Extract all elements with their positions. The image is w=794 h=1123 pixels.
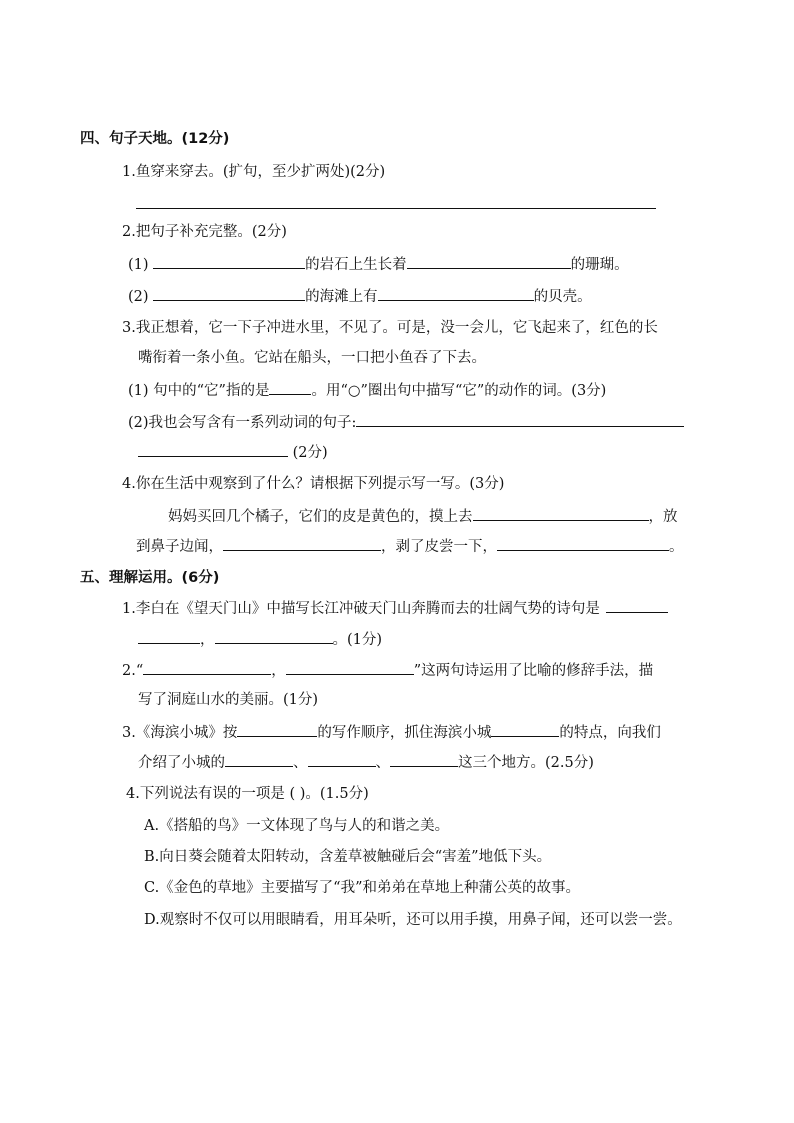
blank-4-4-3[interactable]: [497, 536, 669, 551]
question-5-3-line-2: [138, 752, 594, 773]
question-4-3-sub-2: [128, 412, 684, 433]
blank-5-3-1[interactable]: [237, 722, 317, 737]
blank-4-4-2[interactable]: [223, 536, 381, 551]
blank-4-2-1b[interactable]: [407, 254, 571, 269]
question-5-2-line-2: 写了洞庭山水的美丽。(1分): [138, 692, 319, 708]
blank-4-4-1[interactable]: [473, 506, 649, 521]
item-text: 的珊瑚。: [570, 257, 629, 273]
blank-5-1-2[interactable]: [138, 629, 200, 644]
question-text: 的写作顺序，抓住海滨小城: [317, 725, 492, 741]
question-text: ”这两句诗运用了比喻的修辞手法，描: [413, 663, 654, 679]
option-b: B.向日葵会随着太阳转动，含羞草被触碰后会“害羞”地低下头。: [144, 849, 552, 865]
option-a: A.《搭船的鸟》一文体现了鸟与人的和谐之美。: [144, 818, 450, 834]
question-4-3-sub-2-cont: [138, 442, 328, 463]
question-4-2-item-2: [128, 286, 592, 307]
answer-line-4-1[interactable]: [136, 208, 656, 209]
blank-4-3-2a[interactable]: [356, 412, 684, 427]
question-text: 的特点，向我们: [559, 725, 661, 741]
question-5-2-line-1: [122, 660, 653, 681]
blank-5-3-2[interactable]: [491, 722, 559, 737]
item-text: 的海滩上有: [305, 289, 378, 305]
option-d: D.观察时不仅可以用眼睛看，用耳朵听，还可以用手摸，用鼻子闻，还可以尝一尝。: [144, 912, 682, 928]
question-4-3-sub-1: [128, 380, 606, 401]
blank-5-3-4[interactable]: [308, 752, 376, 767]
question-4-4-para-2: [136, 536, 684, 557]
question-4-4: 4.你在生活中观察到了什么？请根据下列提示写一写。(3分): [122, 476, 505, 492]
item-text: 的岩石上生长着: [305, 257, 407, 273]
blank-4-2-1a[interactable]: [153, 254, 305, 269]
question-text: 2.“: [122, 663, 144, 679]
question-5-1-line-2: [138, 629, 382, 650]
question-5-3-line-1: [122, 722, 661, 743]
punct: ，: [200, 632, 215, 648]
question-4-3-line-2: 嘴衔着一条小鱼。它站在船头，一口把小鱼吞了下去。: [138, 350, 486, 366]
para-text: 到鼻子边闻，: [136, 539, 223, 555]
blank-5-2-2[interactable]: [286, 660, 414, 675]
question-text: 1.李白在《望天门山》中描写长江冲破天门山奔腾而去的壮阔气势的诗句是: [122, 601, 600, 617]
question-4-3-line-1: 3.我正想着，它一下子冲进水里，不见了。可是，没一会儿，它飞起来了，红色的长: [122, 320, 658, 336]
blank-5-2-1[interactable]: [143, 660, 271, 675]
question-5-1-line-1: [122, 598, 668, 619]
blank-4-2-2b[interactable]: [378, 286, 534, 301]
item-number: (2): [128, 289, 149, 305]
option-c: C.《金色的草地》主要描写了“我”和弟弟在草地上种蒲公英的故事。: [144, 880, 581, 896]
para-text: 妈妈买回几个橘子，它们的皮是黄色的，摸上去: [168, 509, 473, 525]
question-4-2: 2.把句子补充完整。(2分): [122, 224, 287, 240]
sub-text: (1) 句中的“它”指的是: [128, 383, 270, 399]
section-title-4: 四、句子天地。(12分): [80, 131, 230, 147]
para-text: ，剥了皮尝一下，: [381, 539, 497, 555]
section-title-5: 五、理解运用。(6分): [80, 570, 220, 586]
para-text: ，放: [648, 509, 678, 525]
item-text: 的贝壳。: [533, 289, 592, 305]
question-text: 这三个地方。(2.5分): [458, 755, 594, 771]
punct: 、: [375, 755, 390, 771]
blank-5-1-1[interactable]: [606, 598, 668, 613]
punct: 、: [293, 755, 308, 771]
blank-4-2-2a[interactable]: [153, 286, 305, 301]
blank-5-3-3[interactable]: [225, 752, 293, 767]
score: (2分): [292, 445, 328, 461]
question-4-1: 1.鱼穿来穿去。(扩句，至少扩两处)(2分): [122, 164, 386, 180]
question-text: 。(1分): [332, 632, 383, 648]
sub-text: (2)我也会写含有一系列动词的句子:: [128, 415, 357, 431]
question-4-4-para-1: [168, 506, 678, 527]
blank-5-1-3[interactable]: [215, 629, 333, 644]
question-text: 3.《海滨小城》按: [122, 725, 238, 741]
blank-4-3-1[interactable]: [269, 380, 311, 395]
punct: ，: [271, 663, 286, 679]
item-number: (1): [128, 257, 149, 273]
para-text: 。: [669, 539, 684, 555]
sub-text: 。用“○”圈出句中描写“它”的动作的词。(3分): [311, 383, 607, 399]
blank-4-3-2b[interactable]: [138, 442, 288, 457]
question-text: 介绍了小城的: [138, 755, 225, 771]
question-5-4: 4.下列说法有误的一项是 ( )。(1.5分): [126, 786, 369, 802]
question-4-2-item-1: [128, 254, 629, 275]
blank-5-3-5[interactable]: [390, 752, 458, 767]
